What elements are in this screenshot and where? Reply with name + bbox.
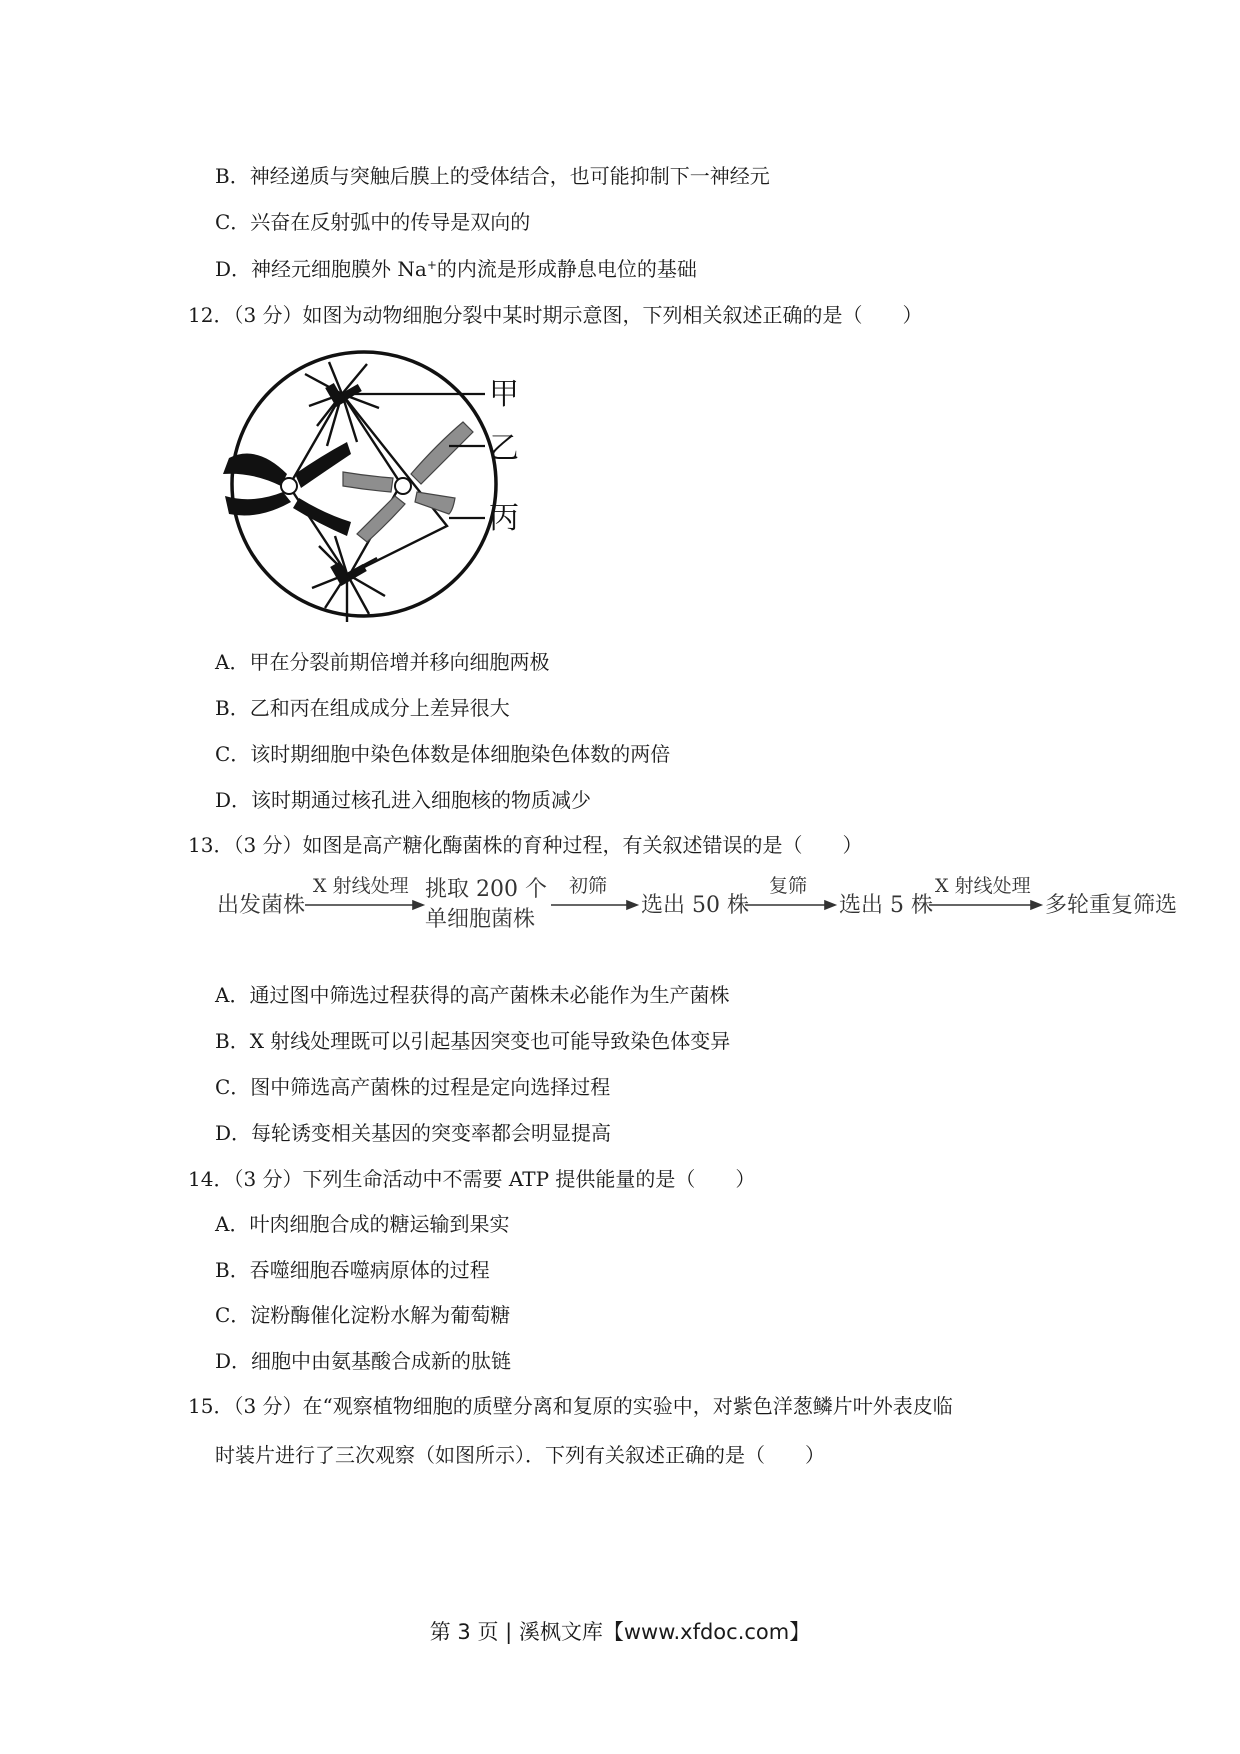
q12-option-c: C．该时期细胞中染色体数是体细胞染色体数的两倍 [215, 742, 671, 766]
q15-stem-line1: 15．（3 分）在“观察植物细胞的质壁分离和复原的实验中，对紫色洋葱鳞片叶外表皮临 [188, 1394, 953, 1418]
breeding-flow-figure [217, 868, 1185, 940]
q12-option-b: B．乙和丙在组成成分上差异很大 [215, 696, 510, 720]
q12-stem: 12．（3 分）如图为动物细胞分裂中某时期示意图，下列相关叙述正确的是（ ） [188, 303, 923, 327]
q12-option-a: A．甲在分裂前期倍增并移向细胞两极 [215, 650, 550, 674]
label-jia: 甲 [489, 377, 519, 412]
q13-stem: 13．（3 分）如图是高产糖化酶菌株的育种过程，有关叙述错误的是（ ） [188, 833, 863, 857]
flow-step1-line2: 单细胞菌株 [425, 907, 536, 932]
q14-option-b: B．吞噬细胞吞噬病原体的过程 [215, 1258, 490, 1282]
q13-option-a: A．通过图中筛选过程获得的高产菌株未必能作为生产菌株 [215, 983, 730, 1007]
flow-arrow1-label: X 射线处理 [313, 875, 409, 897]
q14-option-d: D．细胞中由氨基酸合成新的肽链 [215, 1349, 512, 1373]
flow-arrow3-label: 复筛 [769, 875, 808, 897]
q12-option-d: D．该时期通过核孔进入细胞核的物质减少 [215, 788, 592, 812]
label-yi: 乙 [489, 431, 519, 466]
flow-start: 出发菌株 [217, 893, 306, 918]
spindle-fibers [289, 362, 447, 622]
flow-arrow2-label: 初筛 [569, 875, 608, 897]
flow-step2: 选出 50 株 [641, 893, 749, 918]
q14-stem: 14．（3 分）下列生命活动中不需要 ATP 提供能量的是（ ） [188, 1167, 756, 1191]
q14-option-a: A．叶肉细胞合成的糖运输到果实 [215, 1212, 510, 1236]
q14-option-c: C．淀粉酶催化淀粉水解为葡萄糖 [215, 1303, 511, 1327]
q11-option-d: D．神经元细胞膜外 Na+的内流是形成静息电位的基础 [215, 257, 697, 281]
flow-step1-line1: 挑取 200 个 [425, 877, 547, 902]
label-bing: 丙 [489, 501, 519, 536]
q13-option-b: B．X 射线处理既可以引起基因突变也可能导致染色体变异 [215, 1029, 731, 1053]
q13-option-c: C．图中筛选高产菌株的过程是定向选择过程 [215, 1075, 611, 1099]
page-footer: 第 3 页 | 溪枫文库【www.xfdoc.com】 [429, 1620, 811, 1644]
centromere-grey [395, 478, 411, 494]
flow-arrow4-label: X 射线处理 [935, 875, 1031, 897]
cell-division-figure [217, 346, 577, 641]
q13-option-d: D．每轮诱变相关基因的突变率都会明显提高 [215, 1121, 612, 1145]
q11-option-c: C．兴奋在反射弧中的传导是双向的 [215, 210, 531, 234]
q11-option-b: B．神经递质与突触后膜上的受体结合，也可能抑制下一神经元 [215, 164, 770, 188]
flow-end: 多轮重复筛选 [1045, 893, 1178, 918]
flow-step3: 选出 5 株 [839, 893, 933, 918]
centromere-black [281, 478, 297, 494]
q15-stem-line2: 时装片进行了三次观察（如图所示）．下列有关叙述正确的是（ ） [215, 1443, 825, 1467]
